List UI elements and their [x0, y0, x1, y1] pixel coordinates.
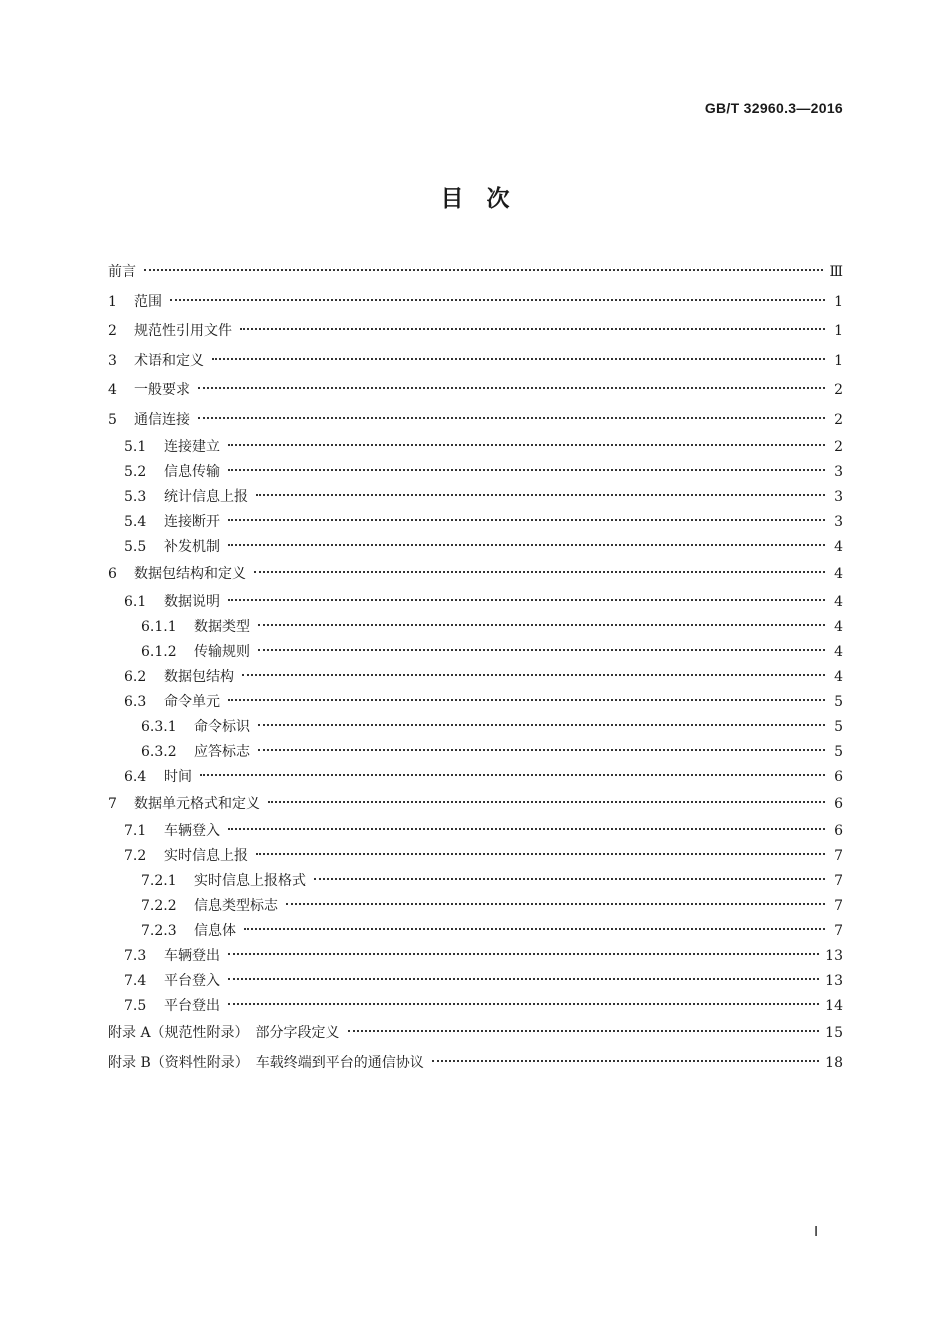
toc-entry[interactable] [108, 665, 843, 690]
toc-entry-page: 1 [834, 323, 843, 339]
toc-entry-number: 7.5 [124, 998, 147, 1014]
toc-entry[interactable] [108, 715, 843, 740]
toc-entry-number: 5 [108, 411, 117, 428]
toc-entry-number: 5.3 [124, 489, 147, 505]
toc-entry-label: 数据单元格式和定义 [134, 795, 260, 812]
toc-entry-number: 6 [108, 566, 117, 582]
toc-entry[interactable] [108, 994, 843, 1019]
toc-entry-label: 平台登入 [164, 973, 220, 989]
toc-entry-number: 7.3 [124, 948, 147, 964]
toc-entry-label: 附录 B（资料性附录） 车载终端到平台的通信协议 [108, 1054, 424, 1071]
toc-entry-label: 实时信息上报格式 [194, 873, 306, 889]
dot-leader [258, 649, 825, 651]
toc-entry-number: 7.2.2 [141, 898, 177, 914]
toc-entry-number: 7.2 [124, 848, 147, 864]
toc-entry[interactable] [108, 944, 843, 969]
toc-entry-page: 4 [834, 539, 843, 555]
toc-entry[interactable] [108, 1019, 843, 1049]
dot-leader [228, 599, 825, 601]
toc-entry-page: 2 [834, 382, 843, 398]
toc-entry-label: 数据说明 [164, 593, 220, 610]
toc-entry[interactable] [108, 317, 843, 347]
dot-leader [198, 417, 825, 419]
dot-leader [348, 1030, 820, 1032]
dot-leader [228, 444, 825, 446]
toc-entry[interactable] [108, 640, 843, 665]
toc-entry-label: 信息体 [194, 923, 236, 939]
toc-entry-page: 6 [834, 795, 843, 812]
toc-entry[interactable] [108, 376, 843, 406]
toc-entry[interactable] [108, 919, 843, 944]
dot-leader [228, 469, 825, 471]
dot-leader [212, 358, 825, 360]
toc-entry-page: 7 [834, 898, 843, 914]
toc-entry[interactable] [108, 258, 843, 288]
toc-entry-page: 13 [825, 973, 843, 989]
toc-entry-label: 规范性引用文件 [134, 323, 232, 339]
toc-entry-number: 1 [108, 293, 117, 310]
toc-entry-label: 统计信息上报 [164, 489, 248, 505]
dot-leader [240, 328, 825, 330]
toc-entry-number: 6.4 [124, 768, 147, 785]
toc-list [108, 258, 843, 1078]
toc-entry-number: 5.4 [124, 514, 147, 530]
toc-entry[interactable] [108, 347, 843, 377]
toc-entry-label: 车辆登入 [164, 823, 220, 839]
toc-entry[interactable] [108, 790, 843, 820]
toc-entry-label: 附录 A（规范性附录） 部分字段定义 [108, 1025, 340, 1041]
dot-leader [314, 878, 825, 880]
toc-entry-label: 传输规则 [194, 643, 250, 660]
toc-entry-label: 平台登出 [164, 998, 220, 1014]
toc-entry-label: 信息类型标志 [194, 898, 278, 914]
toc-entry[interactable] [108, 535, 843, 560]
toc-entry-number: 6.1 [124, 593, 147, 610]
toc-entry-page: 2 [834, 411, 843, 428]
toc-entry-page: 5 [834, 743, 843, 760]
toc-entry-page: 7 [834, 848, 843, 864]
toc-entry[interactable] [108, 690, 843, 715]
dot-leader [228, 699, 825, 701]
toc-entry-page: 5 [834, 693, 843, 710]
dot-leader [200, 774, 825, 776]
toc-entry-page: 18 [825, 1054, 843, 1071]
toc-entry-number: 6.2 [124, 668, 147, 685]
toc-entry-page: 4 [834, 643, 843, 660]
toc-entry[interactable] [108, 485, 843, 510]
toc-entry-number: 5.5 [124, 539, 147, 555]
dot-leader [256, 853, 825, 855]
toc-entry-page: 1 [834, 352, 843, 369]
toc-entry-label: 一般要求 [134, 382, 190, 398]
toc-entry-label: 连接建立 [164, 439, 220, 455]
toc-entry-number: 4 [108, 382, 117, 398]
toc-entry[interactable] [108, 844, 843, 869]
toc-entry[interactable] [108, 435, 843, 460]
toc-entry-label: 范围 [134, 293, 162, 310]
toc-entry-number: 2 [108, 323, 117, 339]
toc-entry-page: 4 [834, 618, 843, 635]
toc-entry-label: 应答标志 [194, 743, 250, 760]
dot-leader [242, 674, 825, 676]
toc-entry[interactable] [108, 560, 843, 590]
toc-entry-page: 7 [834, 873, 843, 889]
dot-leader [170, 299, 825, 301]
dot-leader [144, 269, 823, 271]
dot-leader [254, 571, 825, 573]
toc-title: 目 次 [440, 186, 510, 212]
toc-entry-label: 术语和定义 [134, 352, 204, 369]
dot-leader [258, 624, 825, 626]
toc-entry-number: 7.1 [124, 823, 147, 839]
dot-leader [228, 978, 819, 980]
toc-entry[interactable] [108, 740, 843, 765]
toc-entry[interactable] [108, 1049, 843, 1079]
toc-entry[interactable] [108, 894, 843, 919]
toc-entry-page: 1 [834, 293, 843, 310]
toc-entry-page: 2 [834, 439, 843, 455]
toc-entry-number: 7.2.3 [141, 923, 177, 939]
toc-entry-label: 信息传输 [164, 464, 220, 480]
toc-entry-number: 3 [108, 352, 117, 369]
toc-entry-page: 3 [834, 489, 843, 505]
toc-entry-page: 6 [834, 823, 843, 839]
standard-code: GB/T 32960.3—2016 [704, 100, 843, 116]
dot-leader [432, 1060, 819, 1062]
toc-entry-page: 6 [834, 768, 843, 785]
dot-leader [228, 519, 825, 521]
toc-entry[interactable] [108, 765, 843, 790]
toc-entry-page: 15 [825, 1025, 843, 1041]
dot-leader [286, 903, 825, 905]
toc-entry-label: 前言 [108, 264, 136, 280]
toc-entry-label: 实时信息上报 [164, 848, 248, 864]
dot-leader [258, 749, 825, 751]
toc-entry-number: 6.3.1 [141, 718, 177, 735]
toc-entry-label: 车辆登出 [164, 948, 220, 964]
toc-entry-number: 6.1.1 [141, 618, 177, 635]
toc-entry[interactable] [108, 969, 843, 994]
toc-entry-page: 3 [834, 514, 843, 530]
toc-entry-label: 通信连接 [134, 411, 190, 428]
dot-leader [228, 953, 819, 955]
toc-entry-label: 数据包结构 [164, 668, 234, 685]
toc-entry[interactable] [108, 406, 843, 436]
toc-entry-number: 6.3.2 [141, 743, 177, 760]
dot-leader [228, 544, 825, 546]
toc-entry-label: 数据包结构和定义 [134, 566, 246, 582]
toc-entry-page: 4 [834, 668, 843, 685]
toc-entry-number: 5.1 [124, 439, 147, 455]
toc-entry-number: 6.3 [124, 693, 147, 710]
toc-entry[interactable] [108, 869, 843, 894]
toc-entry-page: 4 [834, 593, 843, 610]
toc-entry-label: 命令单元 [164, 693, 220, 710]
toc-entry[interactable] [108, 460, 843, 485]
toc-entry-label: 命令标识 [194, 718, 250, 735]
dot-leader [258, 724, 825, 726]
dot-leader [268, 801, 825, 803]
page-folio: Ⅰ [814, 1225, 819, 1240]
dot-leader [198, 387, 825, 389]
toc-entry-label: 补发机制 [164, 539, 220, 555]
dot-leader [244, 928, 825, 930]
dot-leader [228, 1003, 819, 1005]
toc-entry-number: 5.2 [124, 464, 147, 480]
toc-entry-page: 13 [825, 948, 843, 964]
toc-entry-label: 数据类型 [194, 618, 250, 635]
toc-entry-page: 14 [825, 998, 843, 1014]
toc-entry-number: 7.2.1 [141, 873, 177, 889]
toc-entry-label: 连接断开 [164, 514, 220, 530]
toc-entry[interactable] [108, 510, 843, 535]
toc-entry-page: Ⅲ [829, 264, 843, 280]
toc-entry[interactable] [108, 819, 843, 844]
toc-entry-label: 时间 [164, 768, 192, 785]
toc-entry[interactable] [108, 590, 843, 615]
toc-entry[interactable] [108, 288, 843, 318]
toc-entry-number: 6.1.2 [141, 643, 177, 660]
toc-entry-page: 5 [834, 718, 843, 735]
dot-leader [256, 494, 825, 496]
toc-entry-number: 7 [108, 795, 117, 812]
toc-entry-number: 7.4 [124, 973, 147, 989]
toc-entry-page: 4 [834, 566, 843, 582]
toc-entry[interactable] [108, 615, 843, 640]
toc-entry-page: 7 [834, 923, 843, 939]
toc-entry-page: 3 [834, 464, 843, 480]
dot-leader [228, 828, 825, 830]
